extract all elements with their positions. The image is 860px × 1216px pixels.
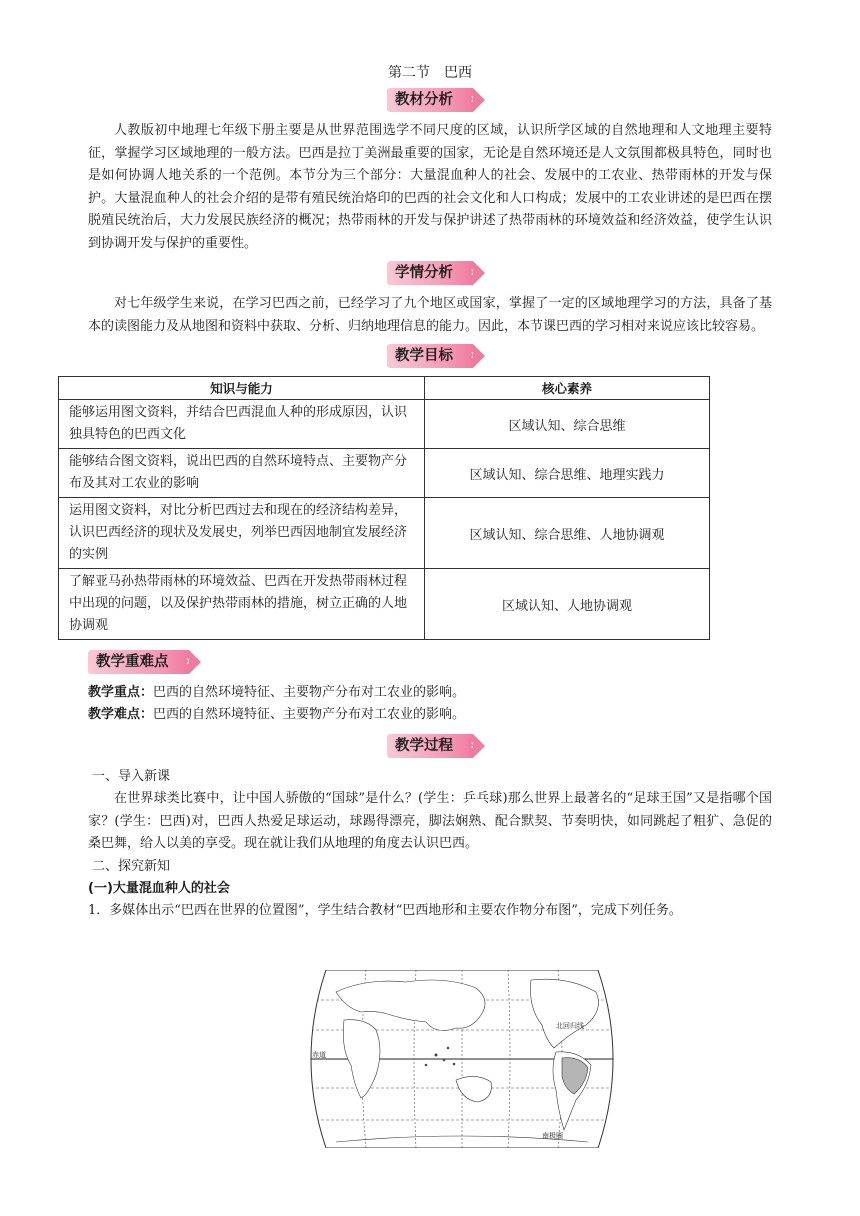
- task-line: 1．多媒体出示“巴西在世界的位置图”，学生结合教材“巴西地形和主要农作物分布图”，完成下列任务。: [88, 902, 682, 918]
- key-point-label: 教学重点：: [88, 685, 154, 700]
- key-point-line: [88, 682, 772, 704]
- heading-students-label: 学情分析: [395, 265, 453, 281]
- key-point-text: 巴西的自然环境特征、主要物产分布对工农业的影响。: [153, 685, 466, 700]
- table-header-row: [59, 377, 710, 400]
- heading-goals-wrap: [88, 344, 772, 370]
- map-label-tropic: 北回归线: [556, 1022, 584, 1030]
- heading-analysis-label: 教材分析: [395, 92, 453, 108]
- chevron-right-icon: ›: [470, 265, 476, 280]
- heading-process-wrap: [88, 734, 772, 760]
- students-paragraph: 对七年级学生来说，在学习巴西之前，已经学习了九个地区或国家，掌握了一定的区域地理学习的方法，具备了基本的读图能力及从地图和资料中获取、分析、归纳地理信息的能力。因此，本节课巴西的学习相对来说应该比较容易。: [88, 296, 772, 334]
- heading-keypoints-wrap: [88, 650, 772, 676]
- heading-analysis: [387, 88, 476, 112]
- step-intro-heading: 一、导入新课: [92, 769, 171, 784]
- document-page: [69, 62, 772, 922]
- map-label-equator: 赤道: [312, 1051, 326, 1059]
- heading-keypoints-label: 教学重难点: [96, 654, 169, 670]
- table-cell-knowledge: 能够运用图文资料，并结合巴西混血人种的形成原因，认识独具特色的巴西文化: [59, 400, 425, 449]
- heading-goals: [387, 344, 476, 368]
- world-map-figure: [306, 970, 618, 1148]
- step-explore-heading: 二、探究新知: [92, 858, 171, 874]
- map-label-antarctic: 南极圈: [542, 1132, 563, 1140]
- table-cell-literacy: 区域认知、综合思维、人地协调观: [425, 498, 710, 569]
- table-cell-knowledge: 能够结合图文资料，说出巴西的自然环境特点、主要物产分布及其对工农业的影响: [59, 449, 425, 498]
- heading-process: [387, 734, 476, 758]
- section-title: 第二节 巴西: [388, 65, 472, 81]
- table-cell-knowledge: 运用图文资料，对比分析巴西过去和现在的经济结构差异，认识巴西经济的现状及发展史，列举巴西因地制宜发展经济的实例: [59, 498, 425, 569]
- heading-process-label: 教学过程: [395, 738, 453, 754]
- heading-students: [387, 261, 476, 285]
- goals-table: [58, 376, 710, 640]
- table-header-knowledge: 知识与能力: [59, 377, 425, 400]
- heading-goals-label: 教学目标: [395, 348, 453, 364]
- heading-students-wrap: [88, 261, 772, 287]
- heading-keypoints: [88, 650, 192, 674]
- table-row: [59, 400, 710, 449]
- subsection-heading: (一)大量混血种人的社会: [88, 880, 230, 896]
- table-cell-literacy: 区域认知、综合思维: [425, 400, 710, 449]
- difficult-point-label: 教学难点：: [88, 707, 154, 722]
- chevron-right-icon: ›: [470, 348, 476, 363]
- chevron-right-icon: ›: [186, 654, 192, 669]
- chevron-right-icon: ›: [470, 92, 476, 107]
- chevron-right-icon: ›: [470, 738, 476, 753]
- difficult-point-text: 巴西的自然环境特征、主要物产分布对工农业的影响。: [153, 707, 466, 722]
- table-header-literacy: 核心素养: [425, 377, 710, 400]
- table-cell-literacy: 区域认知、人地协调观: [425, 569, 710, 640]
- table-cell-literacy: 区域认知、综合思维、地理实践力: [425, 449, 710, 498]
- table-row: [59, 569, 710, 640]
- table-row: [59, 498, 710, 569]
- difficult-point-line: [88, 704, 772, 726]
- intro-paragraph: 在世界球类比赛中，让中国人骄傲的“国球”是什么？(学生：乒乓球)那么世界上最著名的“足球王国”又是指哪个国家？(学生：巴西)对，巴西人热爱足球运动，球踢得漂亮，脚法娴熟、配合默契、节奏明快，如同跳起了粗犷、急促的桑巴舞，给人以美的享受。现在就让我们从地理的角度去认识巴西。: [88, 791, 772, 851]
- analysis-paragraph: 人教版初中地理七年级下册主要是从世界范围选学不同尺度的区域，认识所学区域的自然地理和人文地理主要特征，掌握学习区域地理的一般方法。巴西是拉丁美洲最重要的国家，无论是自然环境还是人文氛围都极具特色，同时也是如何协调人地关系的一个范例。本节分为三个部分：大量混血种人的社会、发展中的工农业、热带雨林的开发与保护。大量混血种人的社会介绍的是带有殖民统治烙印的巴西的社会文化和人口构成；发展中的工农业讲述的是巴西在摆脱殖民统治后，大力发展民族经济的概况；热带雨林的开发与保护讲述了热带雨林的环境效益和经济效益，使学生认识到协调开发与保护的重要性。: [88, 123, 772, 251]
- table-cell-knowledge: 了解亚马孙热带雨林的环境效益、巴西在开发热带雨林过程中出现的问题，以及保护热带雨林的措施，树立正确的人地协调观: [59, 569, 425, 640]
- table-row: [59, 449, 710, 498]
- heading-analysis-wrap: [88, 88, 772, 114]
